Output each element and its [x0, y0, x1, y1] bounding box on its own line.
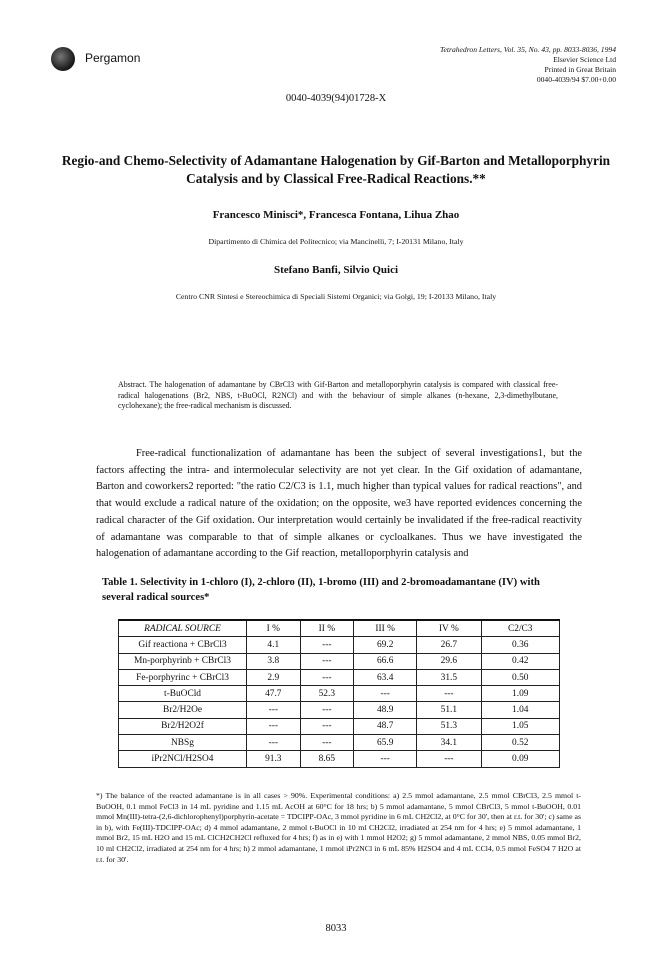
- header-cell: RADICAL SOURCE: [119, 620, 247, 637]
- table-cell: 65.9: [354, 735, 417, 751]
- publisher-line: Elsevier Science Ltd: [553, 55, 616, 64]
- page-number: 8033: [325, 923, 347, 934]
- paper-title: Regio-and Chemo-Selectivity of Adamantane Halogenation by Gif-Barton and Metalloporphyrin Catalysis and by Classical Free-Radical Reactions.**: [61, 153, 611, 186]
- table-cell: 29.6: [417, 653, 481, 669]
- table-cell: 66.6: [354, 653, 417, 669]
- table-cell: 48.9: [354, 702, 417, 718]
- table-cell: Br2/H2Oe: [119, 702, 247, 718]
- table-cell: 2.9: [247, 669, 301, 685]
- table-cell: 0.09: [481, 751, 559, 767]
- table-cell: ---: [300, 735, 354, 751]
- table-row: [119, 637, 560, 653]
- table-row: [119, 718, 560, 734]
- table-cell: ---: [247, 718, 301, 734]
- table-header-row: [119, 620, 560, 637]
- table-cell: 51.3: [417, 718, 481, 734]
- table-footnotes: *) The balance of the reacted adamantane is in all cases > 90%. Experimental conditions: a) 2.5 mmol adamantane, 2.5 mmol CBrCl3, 2.5 mmol t-BuOOH, 0.1 mmol FeCl3 in 14 mL pyridine and 1.15 mL AcOH at 60°C for 18 hrs; b) 5 mmol adamantane, 5 mmol CBrCl3, 5 mmol t-BuOOH, 0.01 mmol Mn(III)-tetra-(2,6-dichlorophenyl)porphyrin-acetate = TDCIPP-OAc, 3 mmol pyridine in 6 mL CH2Cl2, at 0°C for 30', then at r.t. for 30'; c) same as in b), with Fe(III)-TDCIPP-OAc; d) 4 mmol adamantane, 2 mmol t-BuOCl in 10 ml CH2Cl2, irradiated at 254 nm for 4 hrs; e) 5 mmol adamantane, 1 mmol Br2, 15 mL H2O and 15 mL ClCH2CH2Cl refluxed for 4 hrs; f) as in e) with 1 mmol H2O2; g) 5 mmol adamantane, 2 mmol NBS, 0.05 mmol Br2, 10 ml CH2Cl2, irradiated at 254 nm for 4 hrs; h) 2 mmol adamantane, 1 mmol iPr2NCl in 6 mL 85% H2SO4 and 4 mL CCl4, 0.5 mmol FeSO4 7 H2O at r.t. for 30'.: [96, 791, 581, 864]
- header-cell: C2/C3: [481, 620, 559, 637]
- table-cell: t-BuOCld: [119, 686, 247, 702]
- table-row: [119, 653, 560, 669]
- table-cell: Br2/H2O2f: [119, 718, 247, 734]
- table-cell: ---: [300, 718, 354, 734]
- authors-group-1: Francesco Minisci*, Francesca Fontana, Lihua Zhao: [212, 209, 460, 221]
- table-cell: 0.36: [481, 637, 559, 653]
- table-cell: 1.05: [481, 718, 559, 734]
- table-cell: 48.7: [354, 718, 417, 734]
- table-cell: ---: [247, 735, 301, 751]
- table-cell: 47.7: [247, 686, 301, 702]
- table-cell: 4.1: [247, 637, 301, 653]
- abstract: Abstract. The halogenation of adamantane by CBrCl3 with Gif-Barton and metalloporphyrin catalysis is compared with classical free-radical halogenations (Br2, NBS, t-BuOCl, R2NCl) and with the behaviour of simple alkanes (n-hexane, 2,3-dimethylbutane, cyclohexane); the free-radical mechanism is discussed.: [118, 380, 558, 411]
- table-row: [119, 751, 560, 767]
- table-cell: 1.04: [481, 702, 559, 718]
- table-cell: ---: [300, 653, 354, 669]
- table-row: [119, 669, 560, 685]
- table-cell: ---: [247, 702, 301, 718]
- table-cell: ---: [417, 751, 481, 767]
- table-cell: 69.2: [354, 637, 417, 653]
- table-cell: 0.52: [481, 735, 559, 751]
- body-text: [96, 446, 582, 563]
- selectivity-table: [118, 619, 560, 768]
- table-cell: ---: [354, 686, 417, 702]
- table-cell: 1.09: [481, 686, 559, 702]
- issn-line: 0040-4039/94 $7.00+0.00: [536, 75, 616, 84]
- table-cell: 8.65: [300, 751, 354, 767]
- table-cell: ---: [300, 669, 354, 685]
- table-cell: Fe-porphyrinc + CBrCl3: [119, 669, 247, 685]
- table-cell: 51.1: [417, 702, 481, 718]
- header-cell: IV %: [417, 620, 481, 637]
- table-cell: 63.4: [354, 669, 417, 685]
- journal-info: [440, 45, 616, 85]
- table-cell: 91.3: [247, 751, 301, 767]
- table-cell: 26.7: [417, 637, 481, 653]
- table-caption: Table 1. Selectivity in 1-chloro (I), 2-chloro (II), 1-bromo (III) and 2-bromoadamantane (IV) with several radical sources*: [102, 577, 540, 603]
- table-cell: 0.50: [481, 669, 559, 685]
- table-cell: 34.1: [417, 735, 481, 751]
- table-cell: ---: [417, 686, 481, 702]
- authors-group-2: Stefano Banfi, Silvio Quici: [273, 264, 399, 276]
- table-cell: ---: [354, 751, 417, 767]
- table-row: [119, 735, 560, 751]
- table-cell: ---: [300, 637, 354, 653]
- table-cell: ---: [300, 702, 354, 718]
- affiliation-2: Centro CNR Sintesi e Stereochimica di Speciali Sistemi Organici; via Golgi, 19; I-20133 Milano, Italy: [175, 292, 497, 301]
- table-cell: Mn-porphyrinb + CBrCl3: [119, 653, 247, 669]
- header-cell: I %: [247, 620, 301, 637]
- body-paragraph: Free-radical functionalization of adamantane has been the subject of several investigations1, but the factors affecting the intra- and intermolecular selectivity are not yet clear. In the Gif oxidation of adamantane, Barton and coworkers2 reported: "the ratio C2/C3 is 1.1, much higher than typical values for radical reactions", and that would exclude a radical nature of the oxidation; on the opposite, we3 have reported evidences concerning the radical character of the Gif oxidation. Our interpretation would certainly be invalidated if the free-radical reactivity of adamantane was comparable to that of simple alkanes or cycloalkanes. Thus we have investigated the halogenation of adamantane according to the Gif reaction, metalloporphyrin catalysis and: [96, 448, 582, 560]
- table-row: [119, 702, 560, 718]
- table-cell: 0.42: [481, 653, 559, 669]
- publisher-name: Pergamon: [85, 51, 141, 65]
- table-row: [119, 686, 560, 702]
- header-cell: III %: [354, 620, 417, 637]
- journal-citation: Tetrahedron Letters, Vol. 35, No. 43, pp. 8033-8036, 1994: [440, 45, 616, 54]
- printed-line: Printed in Great Britain: [544, 65, 616, 74]
- table-cell: 52.3: [300, 686, 354, 702]
- table-cell: iPr2NCl/H2SO4: [119, 751, 247, 767]
- doi-line: 0040-4039(94)01728-X: [285, 93, 387, 104]
- table-cell: Gif reactiona + CBrCl3: [119, 637, 247, 653]
- table-cell: NBSg: [119, 735, 247, 751]
- pergamon-logo-icon: [51, 47, 75, 71]
- table-cell: 3.8: [247, 653, 301, 669]
- table-cell: 31.5: [417, 669, 481, 685]
- affiliation-1: Dipartimento di Chimica del Politecnico; via Mancinelli, 7; I-20131 Milano, Italy: [208, 237, 464, 246]
- header-cell: II %: [300, 620, 354, 637]
